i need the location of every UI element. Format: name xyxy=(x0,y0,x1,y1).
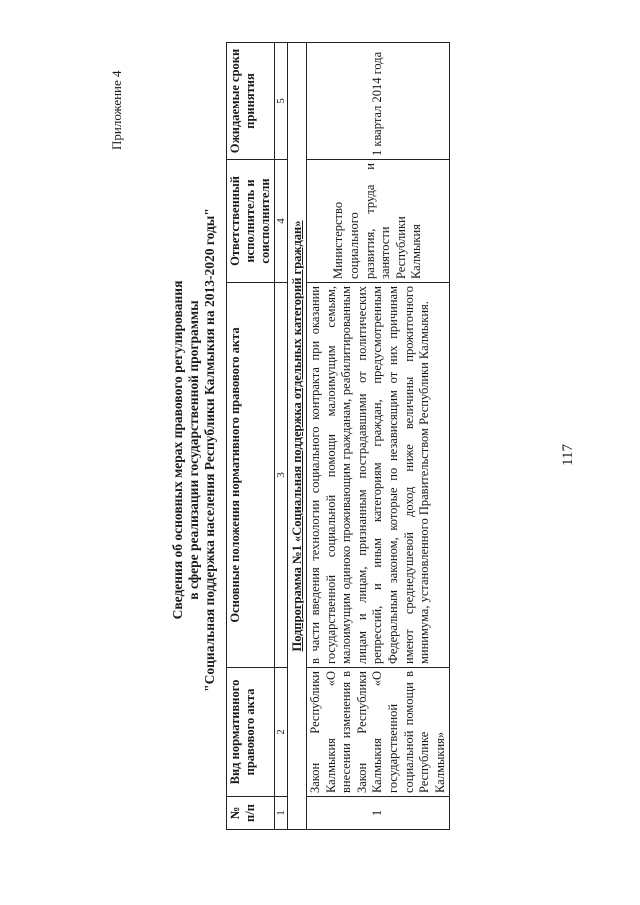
row-num: 1 xyxy=(307,797,450,830)
title-line-1: Сведения об основных мерах правового регулирования xyxy=(170,280,185,620)
column-number: 3 xyxy=(275,283,288,668)
page-number: 117 xyxy=(560,444,576,466)
column-number: 4 xyxy=(275,160,288,283)
rotated-content xyxy=(170,48,580,830)
column-number: 2 xyxy=(275,668,288,797)
row-act: Закон Республики Калмыкия «О внесении изменения в Закон Республики Калмыкия «О государственной социальной помощи в Республике Калмыкия» xyxy=(307,668,450,797)
column-number: 1 xyxy=(275,797,288,830)
appendix-label: Приложение 4 xyxy=(109,70,124,150)
row-responsible: Министерство социального развития, труда и занятости Республики Калмыкия xyxy=(307,160,450,283)
title-line-2: в сфере реализации государственной программы xyxy=(186,300,201,600)
subprogram-row xyxy=(288,43,307,830)
row-term: 1 квартал 2014 года xyxy=(307,43,450,160)
header-act: Вид нормативного правового акта xyxy=(227,668,275,797)
column-number-row xyxy=(275,43,288,830)
table-row xyxy=(307,43,450,830)
subprogram-title: Подпрограмма №1 «Социальная поддержка отдельных категорий граждан» xyxy=(288,43,307,830)
header-provisions: Основные положения нормативного правового акта xyxy=(227,283,275,668)
header-term: Ожидаемые сроки принятия xyxy=(227,43,275,160)
title-line-3: "Социальная поддержка населения Республики Калмыкия на 2013-2020 годы" xyxy=(202,208,217,692)
header-row xyxy=(227,43,275,830)
header-responsible: Ответственный исполнитель и соисполнители xyxy=(227,160,275,283)
row-provisions: в части введения технологии социального контракта при оказании государственной социальной помощи малоимущим семьям, малоимущим одиноко проживающим гражданам, реабилитированным лицам и лицам, признанным пострадавшими от политических репрессий, и иным категориям граждан, предусмотренным Федеральным законом, которые по независящим от них причинам имеют среднедушевой доход ниже величины прожиточного минимума, установленного Правительством Республики Калмыкия. xyxy=(307,283,450,668)
header-num: № п/п xyxy=(227,797,275,830)
document-title xyxy=(170,70,218,830)
column-number: 5 xyxy=(275,43,288,160)
measures-table xyxy=(226,42,450,830)
